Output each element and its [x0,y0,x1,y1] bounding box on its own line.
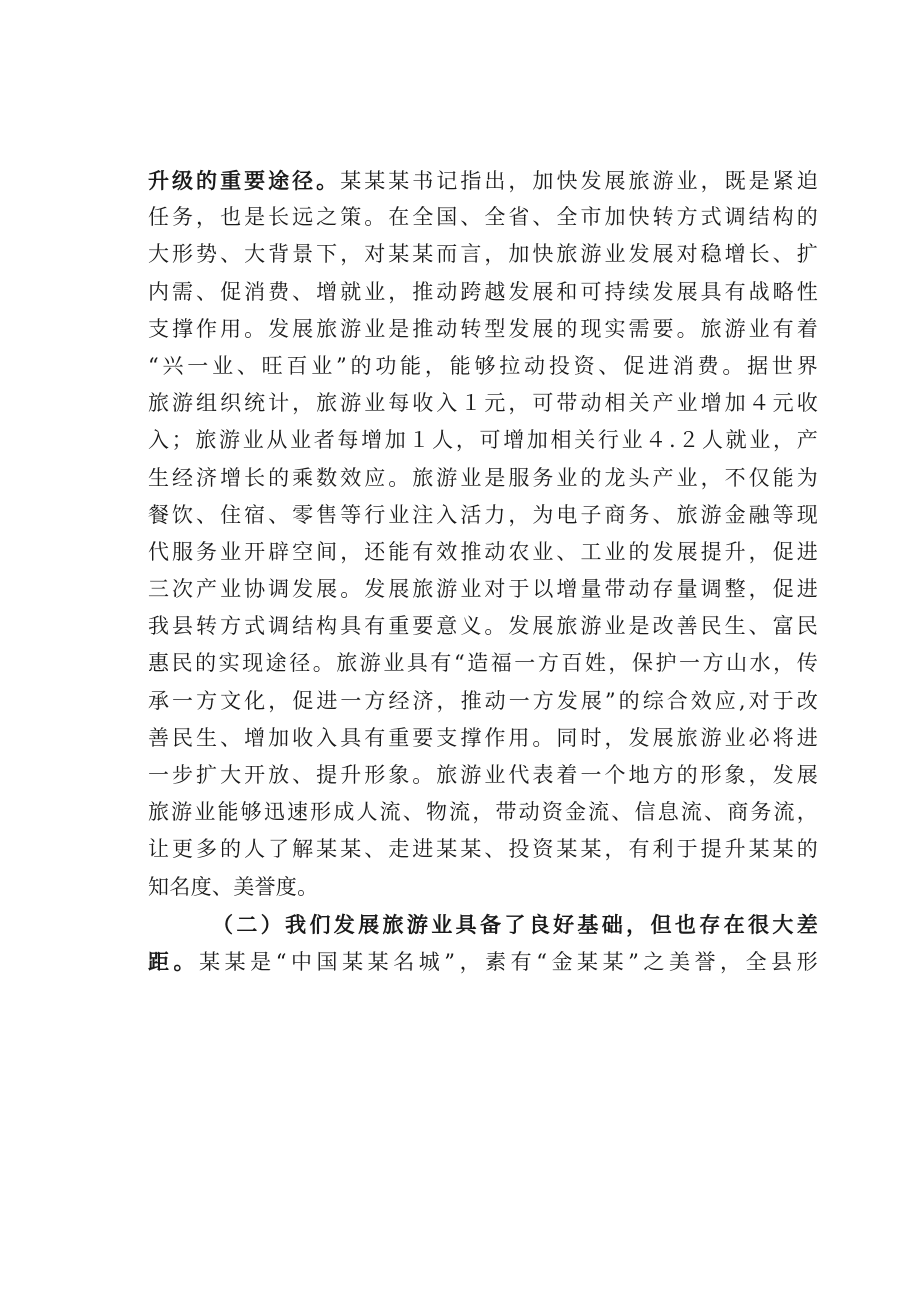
text-line: 大形势、大背景下，对某某而言，加快旅游业发展对稳增长、扩 [148,242,818,267]
text-line: 支撑作用。发展旅游业是推动转型发展的现实需要。旅游业有着 [148,316,818,341]
text-line: 善民生、增加收入具有重要支撑作用。同时，发展旅游业必将进 [148,725,818,750]
text-line: 让更多的人了解某某、走进某某、投资某某，有利于提升某某的 [148,837,818,862]
text-line: 我县转方式调结构具有重要意义。发展旅游业是改善民生、富民 [148,614,818,639]
text-line: 旅游业能够迅速形成人流、物流，带动资金流、信息流、商务流， [148,800,818,825]
text-line: 一步扩大开放、提升形象。旅游业代表着一个地方的形象，发展 [148,763,818,787]
text-line: 餐饮、住宿、零售等行业注入活力，为电子商务、旅游金融等现 [148,502,818,527]
text-line: 旅游组织统计，旅游业每收入１元，可带动相关产业增加４元收 [148,391,818,416]
text-line [148,162,818,199]
text-line-last: 知名度、美誉度。 [148,874,319,899]
text-line: 三次产业协调发展。发展旅游业对于以增量带动存量调整，促进 [148,577,818,602]
text-line: 代服务业开辟空间，还能有效推动农业、工业的发展提升，促进 [148,539,818,564]
text-line: 任务，也是长远之策。在全国、全省、全市加快转方式调结构的 [148,205,818,230]
text-line: 入；旅游业从业者每增加１人，可增加相关行业４.２人就业，产 [148,428,818,453]
text-segment: 某某是“中国某某名城”，素有“金某某”之美誉，全县形 [199,949,818,974]
section-heading: （二）我们发展旅游业具备了良好基础，但也存在很大差 [212,911,818,937]
section-heading-end: 距。 [148,948,200,974]
document-body [148,162,818,980]
text-line: 惠民的实现途径。旅游业具有“造福一方百姓，保护一方山水，传 [148,651,818,676]
text-line: 内需、促消费、增就业，推动跨越发展和可持续发展具有战略性 [148,279,818,304]
text-segment: 某某某书记指出，加快发展旅游业，既是紧迫 [340,169,819,193]
text-line: “兴一业、旺百业”的功能，能够拉动投资、促进消费。据世界 [148,353,818,378]
text-line [148,943,818,980]
text-line: 承一方文化，促进一方经济，推动一方发展”的综合效应,对于改 [148,688,818,713]
bold-lead-text: 升级的重要途径。 [148,168,341,193]
text-line: 生经济增长的乘数效应。旅游业是服务业的龙头产业，不仅能为 [148,465,818,490]
